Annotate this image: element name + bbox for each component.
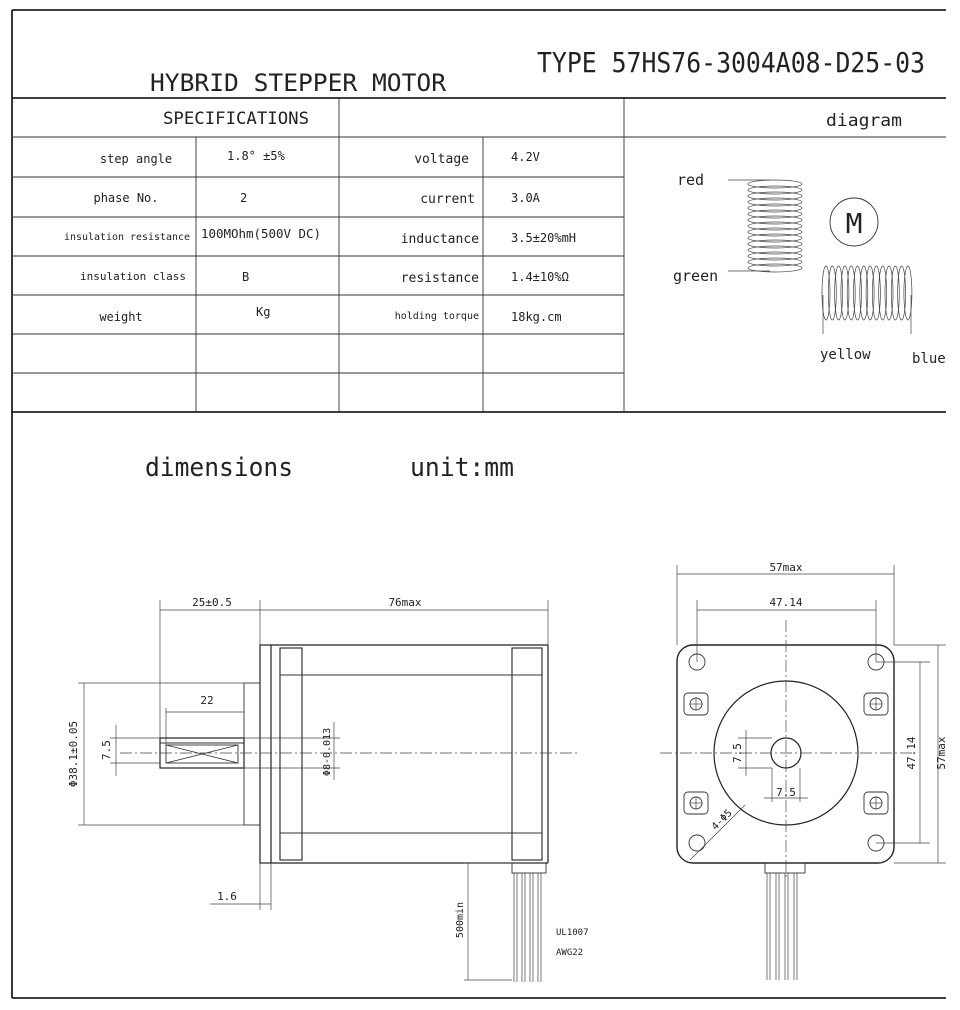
spec-value: 1.4±10%Ω (511, 270, 569, 284)
coil-turn (872, 266, 880, 320)
spec-table (12, 98, 946, 412)
spec-value: Kg (256, 305, 271, 319)
coil-turn (898, 266, 906, 320)
spec-value: 4.2V (511, 150, 540, 164)
coil-turn (841, 266, 849, 320)
coil-turn (879, 266, 887, 320)
spec-section-title: SPECIFICATIONS (163, 109, 309, 129)
spec-value: B (242, 270, 250, 284)
spec-value: 3.5±20%mH (511, 231, 577, 245)
spec-label: step angle (99, 152, 173, 166)
wire-label-blue: blue (912, 351, 946, 367)
dim-flat-height: 7.5 (100, 740, 113, 760)
front-view-drawing (660, 561, 948, 980)
coil-turn (835, 266, 843, 320)
screw-head (684, 792, 708, 814)
screw-head (864, 693, 888, 715)
wire-label-yellow: yellow (820, 347, 871, 363)
coil-turn (860, 266, 868, 320)
side-view-drawing (67, 596, 589, 982)
dim-flat-length: 22 (200, 694, 214, 707)
coil-turn (828, 266, 836, 320)
dim-body-length: 76max (388, 596, 422, 609)
wire-spec-awg: AWG22 (556, 948, 584, 958)
diagram-title: diagram (826, 111, 902, 131)
coil-turn (885, 266, 893, 320)
dim-hole-callout: 4-Φ5 (709, 807, 735, 833)
spec-value: 2 (240, 191, 248, 205)
side-lead-wires (514, 873, 541, 982)
coil-turn (854, 266, 862, 320)
spec-label: inductance (400, 232, 479, 247)
front-lead-wires (767, 873, 797, 980)
dimensions-unit: unit:mm (410, 453, 514, 483)
dim-lead-length: 500min (455, 901, 466, 939)
spec-label: weight (99, 310, 143, 324)
wiring-diagram (673, 171, 946, 367)
coil-turn (748, 264, 802, 272)
spec-label: voltage (414, 152, 469, 167)
spec-label: phase No. (93, 191, 159, 205)
coil-b (822, 266, 912, 320)
dim-shaft-length: 25±0.5 (192, 596, 232, 609)
spec-label: current (420, 192, 475, 207)
screw-head (864, 792, 888, 814)
header (150, 46, 925, 97)
spec-label: resistance (400, 271, 479, 286)
spec-value: 1.8° ±5% (227, 149, 285, 163)
spec-label: insulation class (80, 270, 186, 283)
screw-head (684, 693, 708, 715)
dim-hole-spacing: 47.14 (769, 596, 803, 609)
spec-value: 100MOhm(500V DC) (201, 227, 321, 241)
spec-value: 18kg.cm (511, 310, 562, 324)
motor-symbol: M (845, 207, 863, 240)
dim-front-height: 57max (935, 736, 948, 770)
spec-label: holding torque (394, 311, 479, 322)
spec-value: 3.0A (511, 191, 540, 205)
wire-spec-ul: UL1007 (556, 928, 589, 938)
mount-hole (689, 835, 705, 851)
dim-flange-thickness: 1.6 (217, 890, 237, 903)
type-label: TYPE 57HS76-3004A08-D25-03 (537, 46, 925, 79)
title: HYBRID STEPPER MOTOR (150, 69, 447, 97)
dim-pilot-diameter: Φ38.1±0.05 (67, 720, 80, 788)
dim-front-width: 57max (769, 561, 803, 574)
dim-front-flat-horizontal: 7.5 (776, 786, 796, 799)
spec-label: insulation resistance (64, 232, 190, 243)
wire-label-green: green (673, 267, 719, 285)
coil-turn (866, 266, 874, 320)
dim-front-flat-vertical: 7.5 (731, 743, 744, 763)
wire-label-red: red (677, 171, 705, 189)
coil-turn (847, 266, 855, 320)
dim-shaft-diameter: Φ8-0.013 (322, 727, 333, 777)
dim-hole-spacing-vertical: 47.14 (905, 736, 918, 770)
coil-a (748, 180, 802, 272)
coil-turn (891, 266, 899, 320)
dimensions-title: dimensions (145, 453, 293, 483)
